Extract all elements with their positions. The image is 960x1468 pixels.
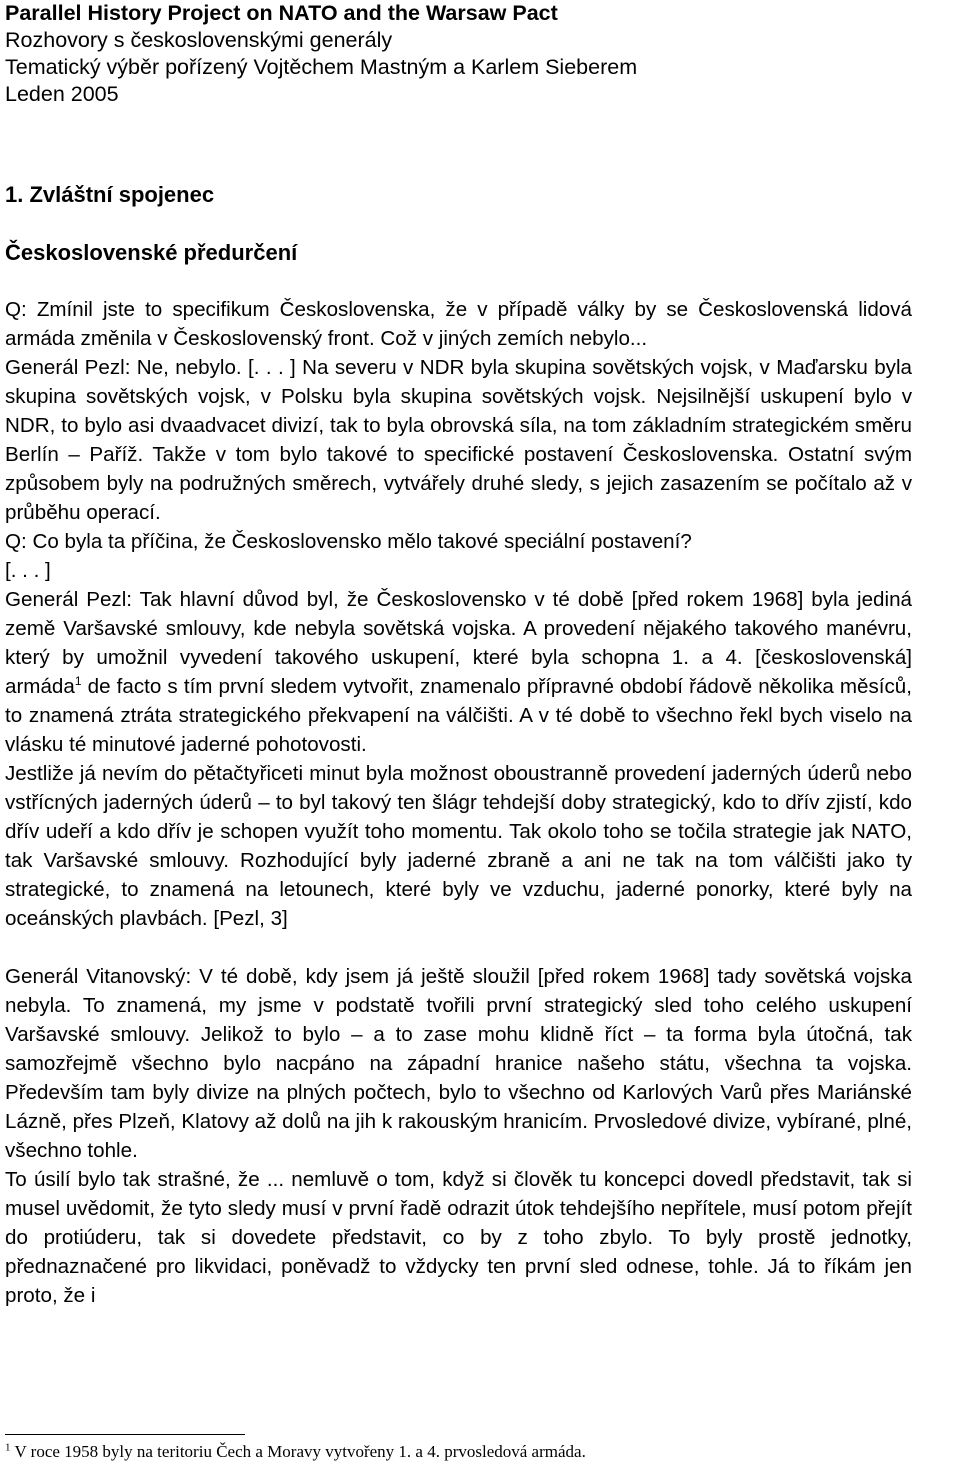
- section-heading: 1. Zvláštní spojenec: [5, 182, 215, 207]
- footnote-text: V roce 1958 byly na teritoriu Čech a Moravy vytvořeny 1. a 4. prvosledová armáda.: [10, 1442, 586, 1461]
- paragraph-pezl-2-part-a: Generál Pezl: Tak hlavní důvod byl, že Československo v té době [před rokem 1968] byla jediná země Varšavské smlouvy, kde nebyla sovětská vojska. A provedení nějakého takového manévru, který by umožnil vyvedení takového uskupení, které byla schopna 1. a 4. [československá] armáda: [5, 588, 912, 698]
- paragraph-question-1: Q: Zmínil jste to specifikum Československa, že v případě války by se Československá lidová armáda změnila v Československý front. Což v jiných zemích nebylo...: [5, 298, 912, 350]
- paragraph-vitanovsky-1: Generál Vitanovský: V té době, kdy jsem já ještě sloužil [před rokem 1968] tady sovětská vojska nebyla. To znamená, my jsme v podstatě tvořili první strategický sled toho celého uskupení Varšavské smlouvy. Jelikož to bylo – a to zase mohu klidně říct – ta forma byla útočná, tak samozřejmě všechno bylo nacpáno na západní hranice našeho státu, všechna ta vojska. Především tam byly divize na plných počtech, bylo to všechno od Karlových Varů přes Mariánské Lázně, přes Plzeň, Klatovy až dolů na jih k rakouským hranicím. Prvosledové divize, vybírané, plné, všechno tohle.: [5, 965, 912, 1162]
- paragraph-pezl-2: [5, 585, 912, 759]
- paragraph-question-2: Q: Co byla ta příčina, že Československo mělo takové speciální postavení?: [5, 530, 692, 553]
- paragraph-pezl-3: Jestliže já nevím do pětačtyřiceti minut byla možnost oboustranně provedení jaderných úderů nebo vstřícných jaderných úderů – to byl takový ten šlágr tehdejší doby strategický, kdo to dřív zjistí, kdo dřív udeří a kdo dřív je schopen využít toho momentu. Tak okolo toho se točila strategie jak NATO, tak Varšavské smlouvy. Rozhodující byly jaderné zbraně a ani ne tak na tom válčišti jako ty strategické, to znamená na letounech, které byly ve vzduchu, jaderné ponorky, které byly na oceánských plavbách. [Pezl, 3]: [5, 762, 912, 930]
- footnote: [5, 1440, 586, 1464]
- body-text: [5, 295, 912, 1310]
- paragraph-pezl-1: Generál Pezl: Ne, nebylo. [. . . ] Na severu v NDR byla skupina sovětských vojsk, v Maďarsku byla skupina sovětských vojsk, v Polsku byla skupina sovětských vojsk. Nejsilnější uskupení bylo v NDR, to bylo asi dvaadvacet divizí, tak to byla obrovská síla, na tom základním strategickém směru Berlín – Paříž. Takže v tom bylo takové to specifické postavení Československa. Ostatní svým způsobem byly na podružných směrech, vytvářely druhé sledy, s jejich zasazením se počítalo až v průběhu operací.: [5, 356, 912, 524]
- paragraph-pezl-2-part-b: de facto s tím první sledem vytvořit, znamenalo přípravné období řádově několika měsíců, to znamená ztráta strategického překvapení na válčišti. A v té době to všechno řekl bych viselo na vlásku té minutové jaderné pohotovosti.: [5, 675, 912, 756]
- document-header: [5, 0, 945, 108]
- footnote-reference[interactable]: 1: [74, 674, 82, 689]
- document-date: Leden 2005: [5, 82, 119, 106]
- document-subtitle: Rozhovory s československými generály: [5, 28, 393, 52]
- section-subheading: Československé předurčení: [5, 240, 298, 265]
- footnote-marker: 1: [5, 1441, 11, 1454]
- document-selection-note: Tematický výběr pořízený Vojtěchem Mastným a Karlem Sieberem: [5, 55, 638, 79]
- paragraph-vitanovsky-2: To úsilí bylo tak strašné, že ... nemluvě o tom, když si člověk tu koncepci dovedl představit, tak si musel uvědomit, že tyto sledy musí v první řadě odrazit útok tehdejšího nepřítele, musí potom přejít do protiúderu, tak si dovedete představit, co by z toho zbylo. To byly prostě jednotky, přednaznačené pro likvidaci, poněvadž to vždycky ten první sled odnese, tohle. Já to říkám jen proto, že i: [5, 1168, 912, 1307]
- document-title: Parallel History Project on NATO and the Warsaw Pact: [5, 1, 558, 25]
- footnote-separator: [5, 1434, 245, 1435]
- paragraph-ellipsis: [. . . ]: [5, 559, 51, 582]
